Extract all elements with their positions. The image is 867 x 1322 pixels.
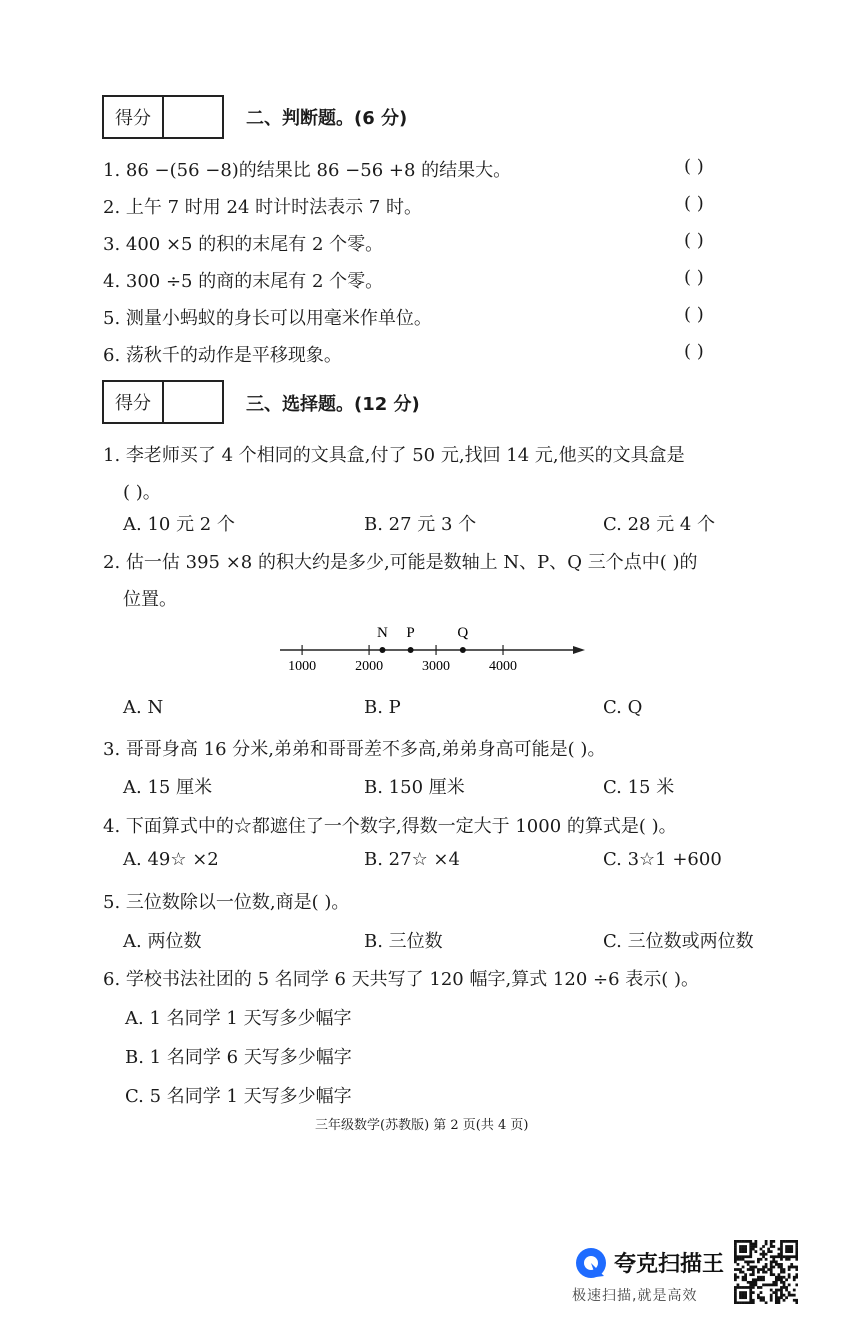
judge-answer-4[interactable]: ( ): [684, 267, 704, 288]
question-1-blank[interactable]: ( )。: [123, 482, 161, 503]
number-line-point: [408, 647, 414, 653]
option-a[interactable]: A. 10 元 2 个: [123, 514, 235, 535]
number-line-point: [379, 647, 385, 653]
judge-item-1: 1. 86 −(56 −8)的结果比 86 −56 +8 的结果大。: [103, 160, 512, 181]
judge-answer-6[interactable]: ( ): [684, 341, 704, 362]
judge-item-6: 6. 荡秋千的动作是平移现象。: [103, 345, 342, 366]
option-b[interactable]: B. 1 名同学 6 天写多少幅字: [125, 1047, 352, 1068]
option-c[interactable]: C. 28 元 4 个: [603, 514, 716, 535]
score-box: [102, 380, 224, 424]
option-b[interactable]: B. 三位数: [364, 931, 443, 952]
judge-answer-3[interactable]: ( ): [684, 230, 704, 251]
question-2: 2. 估一估 395 ×8 的积大约是多少,可能是数轴上 N、P、Q 三个点中( )的: [103, 552, 698, 573]
option-b[interactable]: B. 27☆ ×4: [364, 849, 460, 870]
question-5: 5. 三位数除以一位数,商是( )。: [103, 892, 350, 913]
number-line: [270, 615, 600, 680]
scanner-logo-icon: [574, 1246, 608, 1280]
number-line-tick-label: 3000: [422, 659, 451, 674]
judge-item-2: 2. 上午 7 时用 24 时计时法表示 7 时。: [103, 197, 423, 218]
scanner-brand: 夸克扫描王: [614, 1252, 725, 1277]
number-line-point-label: Q: [457, 625, 469, 641]
option-c[interactable]: C. 三位数或两位数: [603, 931, 754, 952]
judge-answer-5[interactable]: ( ): [684, 304, 704, 325]
number-line-point: [460, 647, 466, 653]
judge-item-5: 5. 测量小蚂蚁的身长可以用毫米作单位。: [103, 308, 432, 329]
score-field: [164, 97, 222, 137]
number-line-arrow: [573, 646, 585, 654]
section-title: 二、判断题。(6 分): [246, 108, 408, 129]
judge-item-4: 4. 300 ÷5 的商的末尾有 2 个零。: [103, 271, 384, 292]
scanner-slogan: 极速扫描,就是高效: [572, 1288, 698, 1304]
option-a[interactable]: A. 1 名同学 1 天写多少幅字: [125, 1008, 352, 1029]
option-c[interactable]: C. Q: [603, 697, 643, 718]
number-line-tick-label: 1000: [288, 659, 317, 674]
question-1: 1. 李老师买了 4 个相同的文具盒,付了 50 元,找回 14 元,他买的文具盒是: [103, 445, 685, 466]
judge-item-3: 3. 400 ×5 的积的末尾有 2 个零。: [103, 234, 384, 255]
question-6: 6. 学校书法社团的 5 名同学 6 天共写了 120 幅字,算式 120 ÷6 表示( )。: [103, 969, 700, 990]
qr-code: [734, 1240, 798, 1304]
score-label: 得分: [104, 382, 164, 422]
option-a[interactable]: A. N: [123, 697, 164, 718]
section-title: 三、选择题。(12 分): [246, 394, 420, 415]
question-3: 3. 哥哥身高 16 分米,弟弟和哥哥差不多高,弟弟身高可能是( )。: [103, 739, 606, 760]
option-a[interactable]: A. 49☆ ×2: [123, 849, 219, 870]
question-2-line2: 位置。: [123, 589, 177, 610]
score-box: [102, 95, 224, 139]
option-b[interactable]: B. 27 元 3 个: [364, 514, 477, 535]
option-c[interactable]: C. 5 名同学 1 天写多少幅字: [125, 1086, 352, 1107]
judge-answer-1[interactable]: ( ): [684, 156, 704, 177]
number-line-point-label: N: [377, 625, 388, 641]
option-c[interactable]: C. 3☆1 +600: [603, 849, 722, 870]
page-footer: 三年级数学(苏教版) 第 2 页(共 4 页): [315, 1118, 529, 1133]
option-c[interactable]: C. 15 米: [603, 777, 675, 798]
option-b[interactable]: B. 150 厘米: [364, 777, 465, 798]
score-label: 得分: [104, 97, 164, 137]
number-line-tick-label: 2000: [355, 659, 384, 674]
number-line-point-label: P: [406, 625, 415, 641]
score-field: [164, 382, 222, 422]
option-b[interactable]: B. P: [364, 697, 401, 718]
question-4: 4. 下面算式中的☆都遮住了一个数字,得数一定大于 1000 的算式是( )。: [103, 816, 677, 837]
option-a[interactable]: A. 15 厘米: [123, 777, 213, 798]
number-line-tick-label: 4000: [489, 659, 518, 674]
option-a[interactable]: A. 两位数: [123, 931, 202, 952]
judge-answer-2[interactable]: ( ): [684, 193, 704, 214]
